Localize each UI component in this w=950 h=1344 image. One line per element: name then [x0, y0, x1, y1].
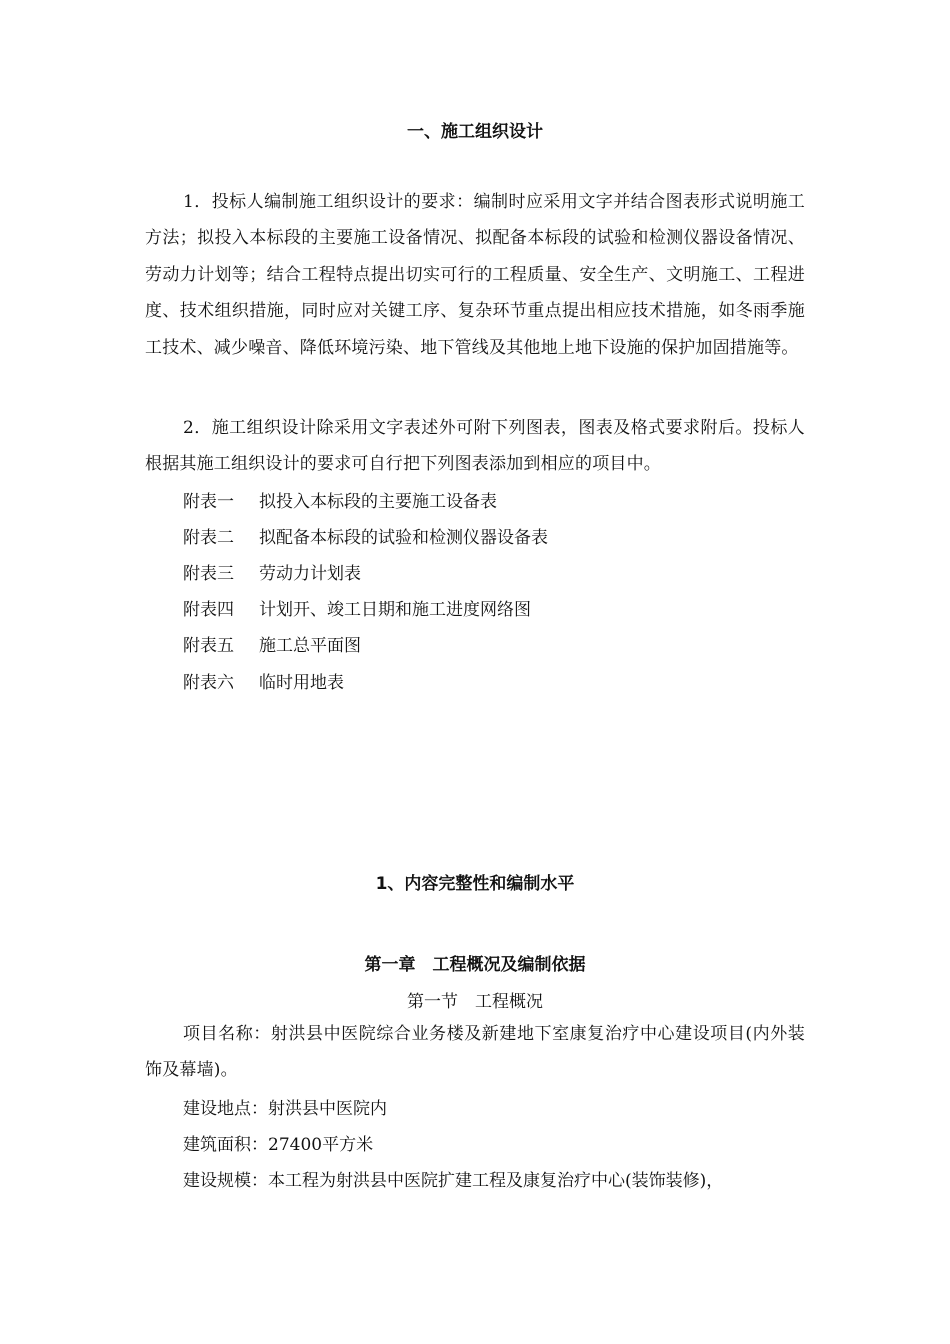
appendix-text: 施工总平面图: [259, 636, 361, 656]
appendix-text: 劳动力计划表: [259, 564, 361, 584]
appendix-label: 附表四: [183, 600, 234, 620]
appendix-text: 拟配备本标段的试验和检测仪器设备表: [259, 528, 548, 548]
appendix-item: [183, 634, 361, 658]
appendix-item: [183, 671, 344, 695]
appendix-label: 附表一: [183, 492, 234, 512]
content-heading: 1、内容完整性和编制水平: [375, 874, 575, 894]
appendix-item: [183, 526, 548, 550]
appendix-label: 附表二: [183, 528, 234, 548]
appendix-label: 附表五: [183, 636, 234, 656]
building-area: 建筑面积：27400平方米: [183, 1135, 374, 1155]
paragraph-requirements: 1．投标人编制施工组织设计的要求：编制时应采用文字并结合图表形式说明施工方法；拟投入本标段的主要施工设备情况、拟配备本标段的试验和检测仪器设备情况、劳动力计划等；结合工程特点提出切实可行的工程质量、安全生产、文明施工、工程进度、技术组织措施，同时应对关键工序、复杂环节重点提出相应技术措施，如冬雨季施工技术、减少噪音、降低环境污染、地下管线及其他地上地下设施的保护加固措施等。: [145, 192, 805, 358]
appendix-text: 计划开、竣工日期和施工进度网络图: [259, 600, 531, 620]
appendix-item: [183, 598, 531, 622]
chapter-title: 第一章 工程概况及编制依据: [364, 955, 586, 975]
appendix-item: [183, 562, 361, 586]
appendix-label: 附表三: [183, 564, 234, 584]
section-subtitle: 第一节 工程概况: [407, 992, 543, 1012]
paragraph-charts: 2．施工组织设计除采用文字表述外可附下列图表，图表及格式要求附后。投标人根据其施工组织设计的要求可自行把下列图表添加到相应的项目中。: [145, 418, 805, 475]
appendix-text: 临时用地表: [259, 673, 344, 693]
appendix-text: 拟投入本标段的主要施工设备表: [259, 492, 497, 512]
appendix-item: [183, 490, 497, 514]
appendix-label: 附表六: [183, 673, 234, 693]
section-title: 一、施工组织设计: [407, 122, 543, 142]
construction-location: 建设地点：射洪县中医院内: [183, 1099, 387, 1119]
project-name: 项目名称：射洪县中医院综合业务楼及新建地下室康复治疗中心建设项目(内外装饰及幕墙)。: [145, 1024, 805, 1081]
construction-scale: 建设规模：本工程为射洪县中医院扩建工程及康复治疗中心(装饰装修)，: [183, 1171, 724, 1191]
